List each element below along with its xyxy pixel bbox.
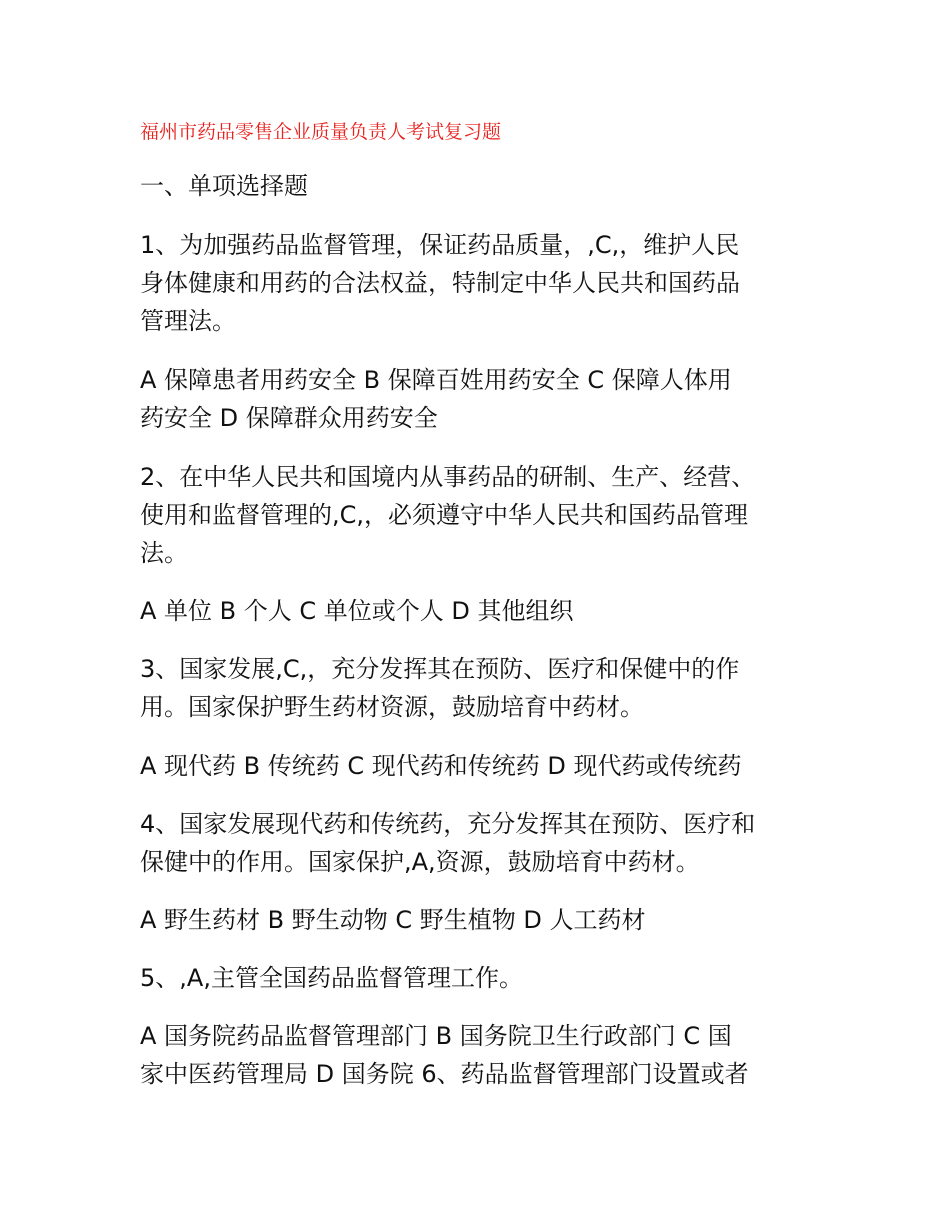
- text-line: 3、国家发展,C,，充分发挥其在预防、医疗和保健中的作: [140, 655, 740, 683]
- question-2: [140, 458, 820, 572]
- text-line: A 保障患者用药安全 B 保障百姓用药安全 C 保障人体用: [140, 366, 732, 394]
- text-line: A 现代药 B 传统药 C 现代药和传统药 D 现代药或传统药: [140, 752, 742, 780]
- question-1-options: [140, 361, 820, 437]
- question-5-options: [140, 1017, 820, 1093]
- text-line: 1、为加强药品监督管理，保证药品质量，,C,，维护人民: [140, 231, 740, 259]
- text-line: 保健中的作用。国家保护,A,资源，鼓励培育中药材。: [140, 848, 700, 876]
- question-4-options: [140, 901, 820, 939]
- text-line: 身体健康和用药的合法权益，特制定中华人民共和国药品: [140, 269, 740, 297]
- text-line: A 国务院药品监督管理部门 B 国务院卫生行政部门 C 国: [140, 1022, 732, 1050]
- section-heading: 一、单项选择题: [140, 172, 308, 200]
- question-5: [140, 959, 820, 997]
- text-line: 4、国家发展现代药和传统药，充分发挥其在预防、医疗和: [140, 810, 756, 838]
- text-line: 家中医药管理局 D 国务院 6、药品监督管理部门设置或者: [140, 1060, 749, 1088]
- text-line: 用。国家保护野生药材资源，鼓励培育中药材。: [140, 693, 644, 721]
- question-4: [140, 805, 820, 881]
- text-line: A 单位 B 个人 C 单位或个人 D 其他组织: [140, 597, 574, 625]
- question-2-options: [140, 592, 820, 630]
- text-line: 使用和监督管理的,C,，必须遵守中华人民共和国药品管理: [140, 501, 749, 529]
- text-line: 管理法。: [140, 307, 236, 335]
- document-title: 福州市药品零售企业质量负责人考试复习题: [140, 121, 502, 143]
- question-1: [140, 226, 820, 340]
- text-line: 法。: [140, 539, 188, 567]
- question-3-options: [140, 747, 820, 785]
- text-line: A 野生药材 B 野生动物 C 野生植物 D 人工药材: [140, 906, 646, 934]
- text-line: 药安全 D 保障群众用药安全: [140, 404, 438, 432]
- question-3: [140, 650, 820, 726]
- text-line: 2、在中华人民共和国境内从事药品的研制、生产、经营、: [140, 463, 756, 491]
- text-line: 5、,A,主管全国药品监督管理工作。: [140, 964, 523, 992]
